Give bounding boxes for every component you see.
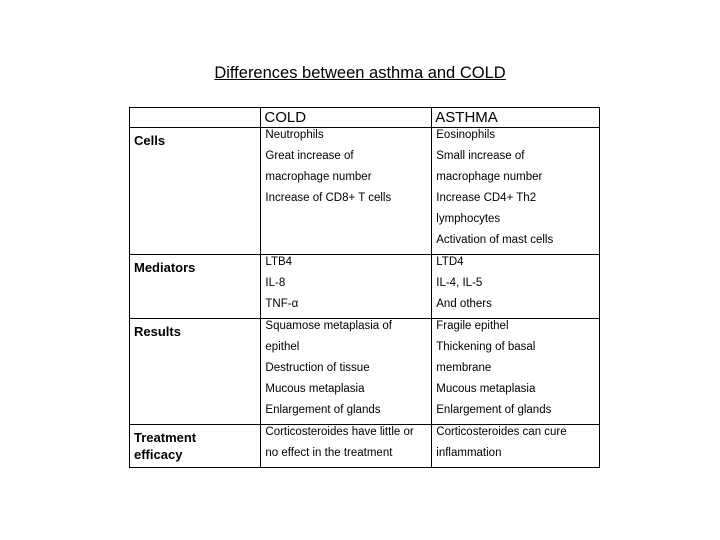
cell-line: Increase CD4+ Th2 (436, 192, 537, 204)
header-asthma: ASTHMA (432, 108, 600, 128)
cell-line: Thickening of basal (436, 341, 536, 353)
cell-line: Corticosteroides have little or (265, 426, 414, 438)
treatment-cold (261, 425, 432, 468)
cell-line: LTD4 (436, 256, 464, 268)
cell-line: Enlargement of glands (436, 404, 552, 416)
cell-line: Mucous metaplasia (436, 383, 536, 395)
cell-line: IL-8 (265, 277, 286, 289)
label-line: efficacy (134, 447, 183, 462)
cell-line: LTB4 (265, 256, 293, 268)
cell-line: epithel (265, 341, 300, 353)
table-row (130, 319, 600, 425)
cell-line: TNF-α (265, 298, 299, 310)
treatment-asthma (432, 425, 600, 468)
cell-line: Destruction of tissue (265, 362, 370, 374)
cell-line: Great increase of (265, 150, 354, 162)
table-row (130, 255, 600, 319)
table-row (130, 128, 600, 255)
row-label-mediators: Mediators (130, 255, 261, 319)
cell-line: inflammation (436, 447, 502, 459)
table-row (130, 425, 600, 468)
row-label-treatment-efficacy (130, 425, 261, 468)
cell-line: macrophage number (265, 171, 372, 183)
row-label-results: Results (130, 319, 261, 425)
cell-line: Corticosteroides can cure (436, 426, 567, 438)
mediators-cold (261, 255, 432, 319)
cell-line: Mucous metaplasia (265, 383, 365, 395)
cell-line: Eosinophils (436, 129, 496, 141)
label-line: Treatment (134, 430, 197, 445)
cells-asthma (432, 128, 600, 255)
table-header-row (130, 108, 600, 128)
page-title: Differences between asthma and COLD (214, 64, 506, 82)
results-cold (261, 319, 432, 425)
row-label-cells: Cells (130, 128, 261, 255)
cell-line: Fragile epithel (436, 320, 509, 332)
cell-line: lymphocytes (436, 213, 501, 225)
cell-line: Small increase of (436, 150, 525, 162)
comparison-table (129, 107, 600, 468)
results-asthma (432, 319, 600, 425)
cell-line: Squamose metaplasia of (265, 320, 392, 332)
cells-cold (261, 128, 432, 255)
header-cold: COLD (261, 108, 432, 128)
cell-line: no effect in the treatment (265, 447, 393, 459)
cell-line: Neutrophils (265, 129, 324, 141)
cell-line: Enlargement of glands (265, 404, 381, 416)
header-empty-cell (130, 108, 261, 128)
cell-line: membrane (436, 362, 492, 374)
cell-line: macrophage number (436, 171, 543, 183)
mediators-asthma (432, 255, 600, 319)
cell-line: And others (436, 298, 492, 310)
cell-line: Activation of mast cells (436, 234, 554, 246)
cell-line: Increase of CD8+ T cells (265, 192, 392, 204)
cell-line: IL-4, IL-5 (436, 277, 483, 289)
